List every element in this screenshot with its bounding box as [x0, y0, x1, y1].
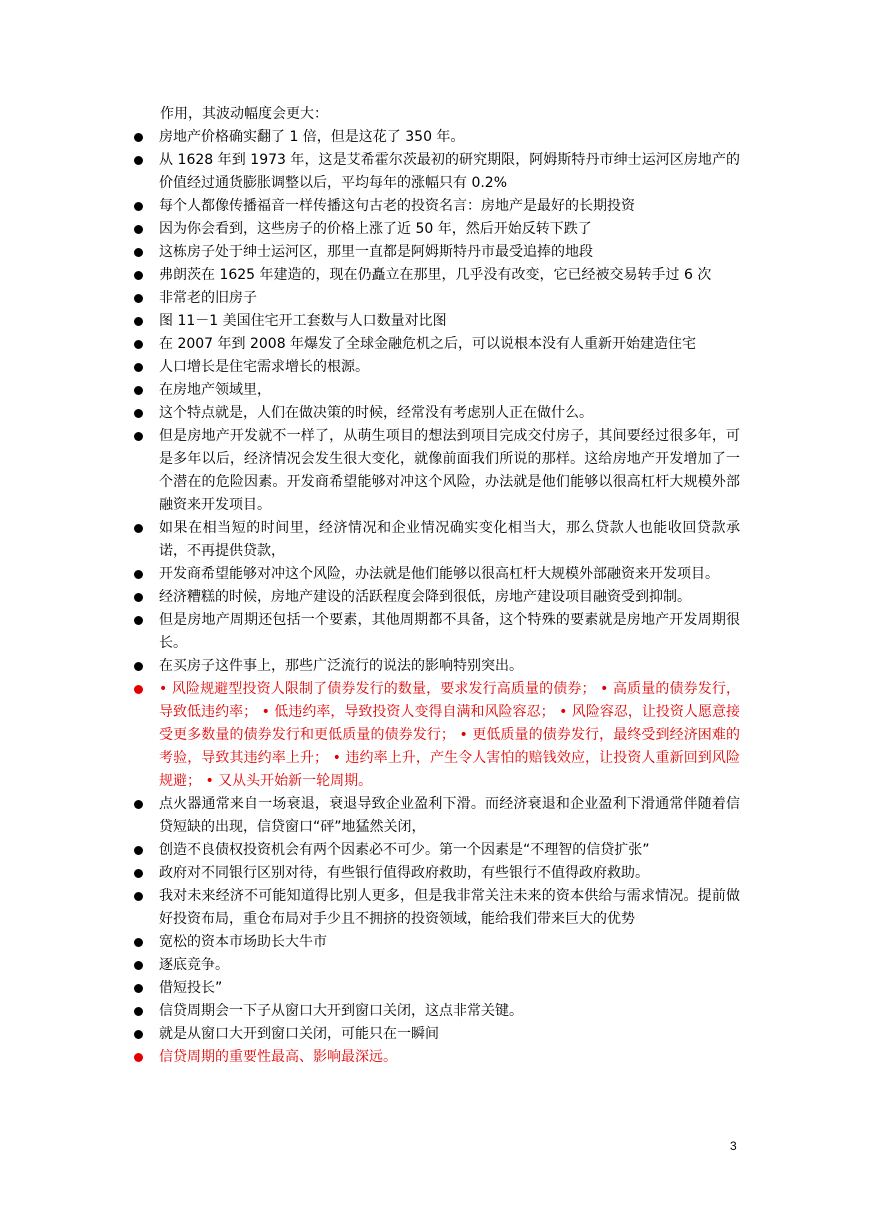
bullet-icon	[134, 869, 143, 878]
list-item	[134, 1046, 740, 1069]
list-item-text: 信贷周期的重要性最高、影响最深远。	[159, 1049, 397, 1065]
bullet-icon	[134, 593, 143, 602]
list-item-text: 就是从窗口大开到窗口关闭，可能只在一瞬间	[159, 1026, 439, 1042]
bullet-icon	[134, 317, 143, 326]
bullet-icon	[134, 225, 143, 234]
page-number: 3	[730, 1139, 737, 1153]
bullet-icon	[134, 961, 143, 970]
bullet-icon	[134, 432, 143, 441]
list-item	[134, 287, 740, 310]
list-item-text: 从 1628 年到 1973 年，这是艾希霍尔茨最初的研究期限，阿姆斯特丹市绅士运河区房地产的价值经过通货膨胀调整以后，平均每年的涨幅只有 0.2%	[159, 152, 740, 191]
list-item	[134, 862, 740, 885]
list-item-text: • 风险规避型投资人限制了债券发行的数量，要求发行高质量的债券； • 高质量的债券发行，导致低违约率； • 低违约率，导致投资人变得自满和风险容忍； • 风险容忍，让投资人愿意接受更多数量的债券发行和更低质量的债券发行； • 更低质量的债券发行，最终受到经济困难的考验，导致其违约率上升； • 违约率上升，产生令人害怕的赔钱效应，让投资人重新回到风险规避； • 又从头开始新一轮周期。	[159, 681, 740, 789]
bullet-icon	[134, 938, 143, 947]
continuation-text: 作用，其波动幅度会更大：	[160, 106, 328, 122]
bullet-icon	[134, 271, 143, 280]
bullet-icon	[134, 800, 143, 809]
bullet-icon	[134, 662, 143, 671]
list-item-text: 因为你会看到，这些房子的价格上涨了近 50 年，然后开始反转下跌了	[159, 221, 592, 237]
bullet-icon	[134, 984, 143, 993]
list-item	[134, 356, 740, 379]
bullet-list	[134, 126, 740, 1069]
bullet-icon	[134, 363, 143, 372]
list-item-text: 逐底竞争。	[159, 957, 229, 973]
bullet-icon	[134, 202, 143, 211]
list-item	[134, 885, 740, 931]
list-item-text: 人口增长是住宅需求增长的根源。	[159, 359, 369, 375]
bullet-icon	[134, 248, 143, 257]
list-item	[134, 218, 740, 241]
list-item	[134, 977, 740, 1000]
list-item	[134, 126, 740, 149]
bullet-icon	[134, 1007, 143, 1016]
bullet-icon	[134, 616, 143, 625]
bullet-icon	[134, 294, 143, 303]
list-item	[134, 425, 740, 517]
bullet-icon	[134, 524, 143, 533]
list-item-text: 开发商希望能够对冲这个风险，办法就是他们能够以很高杠杆大规模外部融资来开发项目。	[159, 566, 719, 582]
list-item-text: 弗朗茨在 1625 年建造的，现在仍矗立在那里，几乎没有改变，它已经被交易转手过 6 次	[159, 267, 712, 283]
list-item-text: 在房地产领域里，	[159, 382, 271, 398]
list-item	[134, 333, 740, 356]
list-item-text: 房地产价格确实翻了 1 倍，但是这花了 350 年。	[159, 129, 465, 145]
bullet-icon	[134, 386, 143, 395]
list-item-text: 图 11－1 美国住宅开工套数与人口数量对比图	[159, 313, 447, 329]
list-item-text: 我对未来经济不可能知道得比别人更多，但是我非常关注未来的资本供给与需求情况。提前做好投资布局，重仓布局对手少且不拥挤的投资领域，能给我们带来巨大的优势	[159, 888, 740, 927]
list-item-text: 创造不良债权投资机会有两个因素必不可少。第一个因素是“不理智的信贷扩张”	[159, 842, 650, 858]
bullet-icon	[134, 1053, 143, 1062]
list-item	[134, 310, 740, 333]
list-item	[134, 609, 740, 655]
list-item-text: 非常老的旧房子	[159, 290, 257, 306]
bullet-icon	[134, 133, 143, 142]
bullet-icon	[134, 340, 143, 349]
list-item	[134, 586, 740, 609]
list-item	[134, 954, 740, 977]
bullet-icon	[134, 892, 143, 901]
list-item-text: 在 2007 年到 2008 年爆发了全球金融危机之后，可以说根本没有人重新开始建造住宅	[159, 336, 697, 352]
list-item-text: 宽松的资本市场助长大牛市	[159, 934, 327, 950]
list-item	[134, 402, 740, 425]
bullet-icon	[134, 685, 143, 694]
bullet-icon	[134, 1030, 143, 1039]
list-item-text: 每个人都像传播福音一样传播这句古老的投资名言：房地产是最好的长期投资	[159, 198, 635, 214]
list-item-text: 点火器通常来自一场衰退，衰退导致企业盈利下滑。而经济衰退和企业盈利下滑通常伴随着信贷短缺的出现，信贷窗口“砰”地猛然关闭，	[159, 796, 740, 835]
list-item	[134, 931, 740, 954]
list-item	[134, 149, 740, 195]
bullet-icon	[134, 156, 143, 165]
list-item-text: 经济糟糕的时候，房地产建设的活跃程度会降到很低，房地产建设项目融资受到抑制。	[159, 589, 691, 605]
list-item	[134, 1000, 740, 1023]
list-item-text: 如果在相当短的时间里，经济情况和企业情况确实变化相当大，那么贷款人也能收回贷款承诺，不再提供贷款，	[159, 520, 740, 559]
list-item	[134, 839, 740, 862]
bullet-icon	[134, 570, 143, 579]
list-item-text: 在买房子这件事上，那些广泛流行的说法的影响特别突出。	[159, 658, 523, 674]
list-item	[134, 517, 740, 563]
list-item-text: 信贷周期会一下子从窗口大开到窗口关闭，这点非常关键。	[159, 1003, 523, 1019]
list-item-text: 政府对不同银行区别对待，有些银行值得政府救助，有些银行不值得政府救助。	[159, 865, 649, 881]
list-item-text: 借短投长”	[159, 980, 223, 996]
list-item-text: 这栋房子处于绅士运河区，那里一直都是阿姆斯特丹市最受追捧的地段	[159, 244, 593, 260]
list-item	[134, 195, 740, 218]
list-item-text: 但是房地产周期还包括一个要素，其他周期都不具备，这个特殊的要素就是房地产开发周期很长。	[159, 612, 740, 651]
bullet-icon	[134, 409, 143, 418]
list-item	[134, 1023, 740, 1046]
list-item	[134, 241, 740, 264]
list-item	[134, 379, 740, 402]
list-item	[134, 563, 740, 586]
bullet-icon	[134, 846, 143, 855]
list-item	[134, 793, 740, 839]
list-item-text: 这个特点就是，人们在做决策的时候，经常没有考虑别人正在做什么。	[159, 405, 593, 421]
list-item-text: 但是房地产开发就不一样了，从萌生项目的想法到项目完成交付房子，其间要经过很多年，可是多年以后，经济情况会发生很大变化，就像前面我们所说的那样。这给房地产开发增加了一个潜在的危险因素。开发商希望能够对冲这个风险，办法就是他们能够以很高杠杆大规模外部融资来开发项目。	[159, 428, 740, 513]
list-item	[134, 678, 740, 793]
list-item	[134, 264, 740, 287]
list-item	[134, 655, 740, 678]
